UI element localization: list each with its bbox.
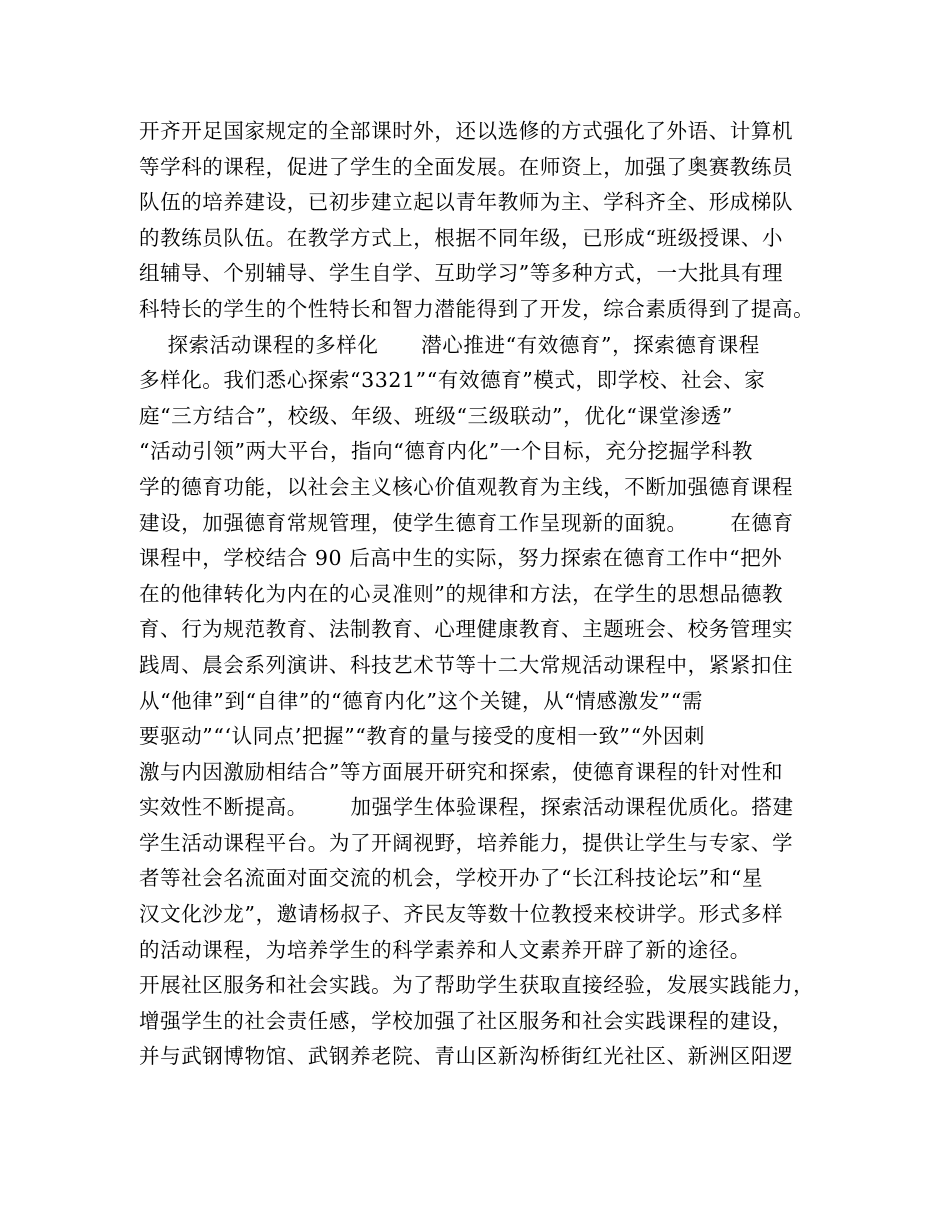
text-line: 队伍的培养建设，已初步建立起以青年教师为主、学科齐全、形成梯队 [139,190,794,215]
text-line: 的活动课程，为培养学生的科学素养和人文素养开辟了新的途径。 [139,937,751,962]
text-line: 课程中，学校结合 90 后高中生的实际，努力探索在德育工作中“把外 [139,546,783,571]
text-line: 组辅导、个别辅导、学生自学、互助学习”等多种方式，一大批具有理 [139,261,784,286]
text-line: 庭“三方结合”，校级、年级、班级“三级联动”，优化“课堂渗透” [139,403,733,428]
body-text [139,114,839,1075]
text-line: 开展社区服务和社会实践。为了帮助学生获取直接经验，发展实践能力， [139,973,815,998]
text-line: 践周、晨会系列演讲、科技艺术节等十二大常规活动课程中，紧紧扣住 [139,652,794,677]
text-line: 育、行为规范教育、法制教育、心理健康教育、主题班会、校务管理实 [139,617,794,642]
text-line: 要驱动”“‘认同点’把握”“教育的量与接受的度相一致”“外因刺 [139,724,706,749]
text-line: 学的德育功能，以社会主义核心价值观教育为主线，不断加强德育课程 [139,474,794,499]
text-line: 的教练员队伍。在教学方式上，根据不同年级，已形成“班级授课、小 [139,225,784,250]
text-line: 科特长的学生的个性特长和智力潜能得到了开发，综合素质得到了提高。 [139,296,815,321]
text-line: “活动引领”两大平台，指向“德育内化”一个目标，充分挖掘学科教 [139,439,754,464]
text-line: 激与内因激励相结合”等方面展开研究和探索，使德育课程的针对性和 [139,759,784,784]
text-line: 并与武钢博物馆、武钢养老院、青山区新沟桥街红光社区、新洲区阳逻 [139,1044,794,1069]
text-line: 多样化。我们悉心探索“3321”“有效德育”模式，即学校、社会、家 [139,368,766,393]
text-line: 建设，加强德育常规管理，使学生德育工作呈现新的面貌。 在德育 [139,510,794,535]
text-line: 等学科的课程，促进了学生的全面发展。在师资上，加强了奥赛教练员 [139,154,794,179]
text-line: 从“他律”到“自律”的“德育内化”这个关键，从“情感激发”“需 [139,688,703,713]
text-line: 实效性不断提高。 加强学生体验课程，探索活动课程优质化。搭建 [139,795,794,820]
text-line: 学生活动课程平台。为了开阔视野，培养能力，提供让学生与专家、学 [139,830,794,855]
text-line: 增强学生的社会责任感，学校加强了社区服务和社会实践课程的建设， [139,1008,794,1033]
text-line: 开齐开足国家规定的全部课时外，还以选修的方式强化了外语、计算机 [139,119,794,143]
text-line: 探索活动课程的多样化 潜心推进“有效德育”，探索德育课程 [139,332,760,357]
text-line: 在的他律转化为内在的心灵准则”的规律和方法，在学生的思想品德教 [139,581,784,606]
text-line: 汉文化沙龙”，邀请杨叔子、齐民友等数十位教授来校讲学。形式多样 [139,902,784,927]
text-line: 者等社会名流面对面交流的机会，学校开办了“长江科技论坛”和“星 [139,866,764,891]
